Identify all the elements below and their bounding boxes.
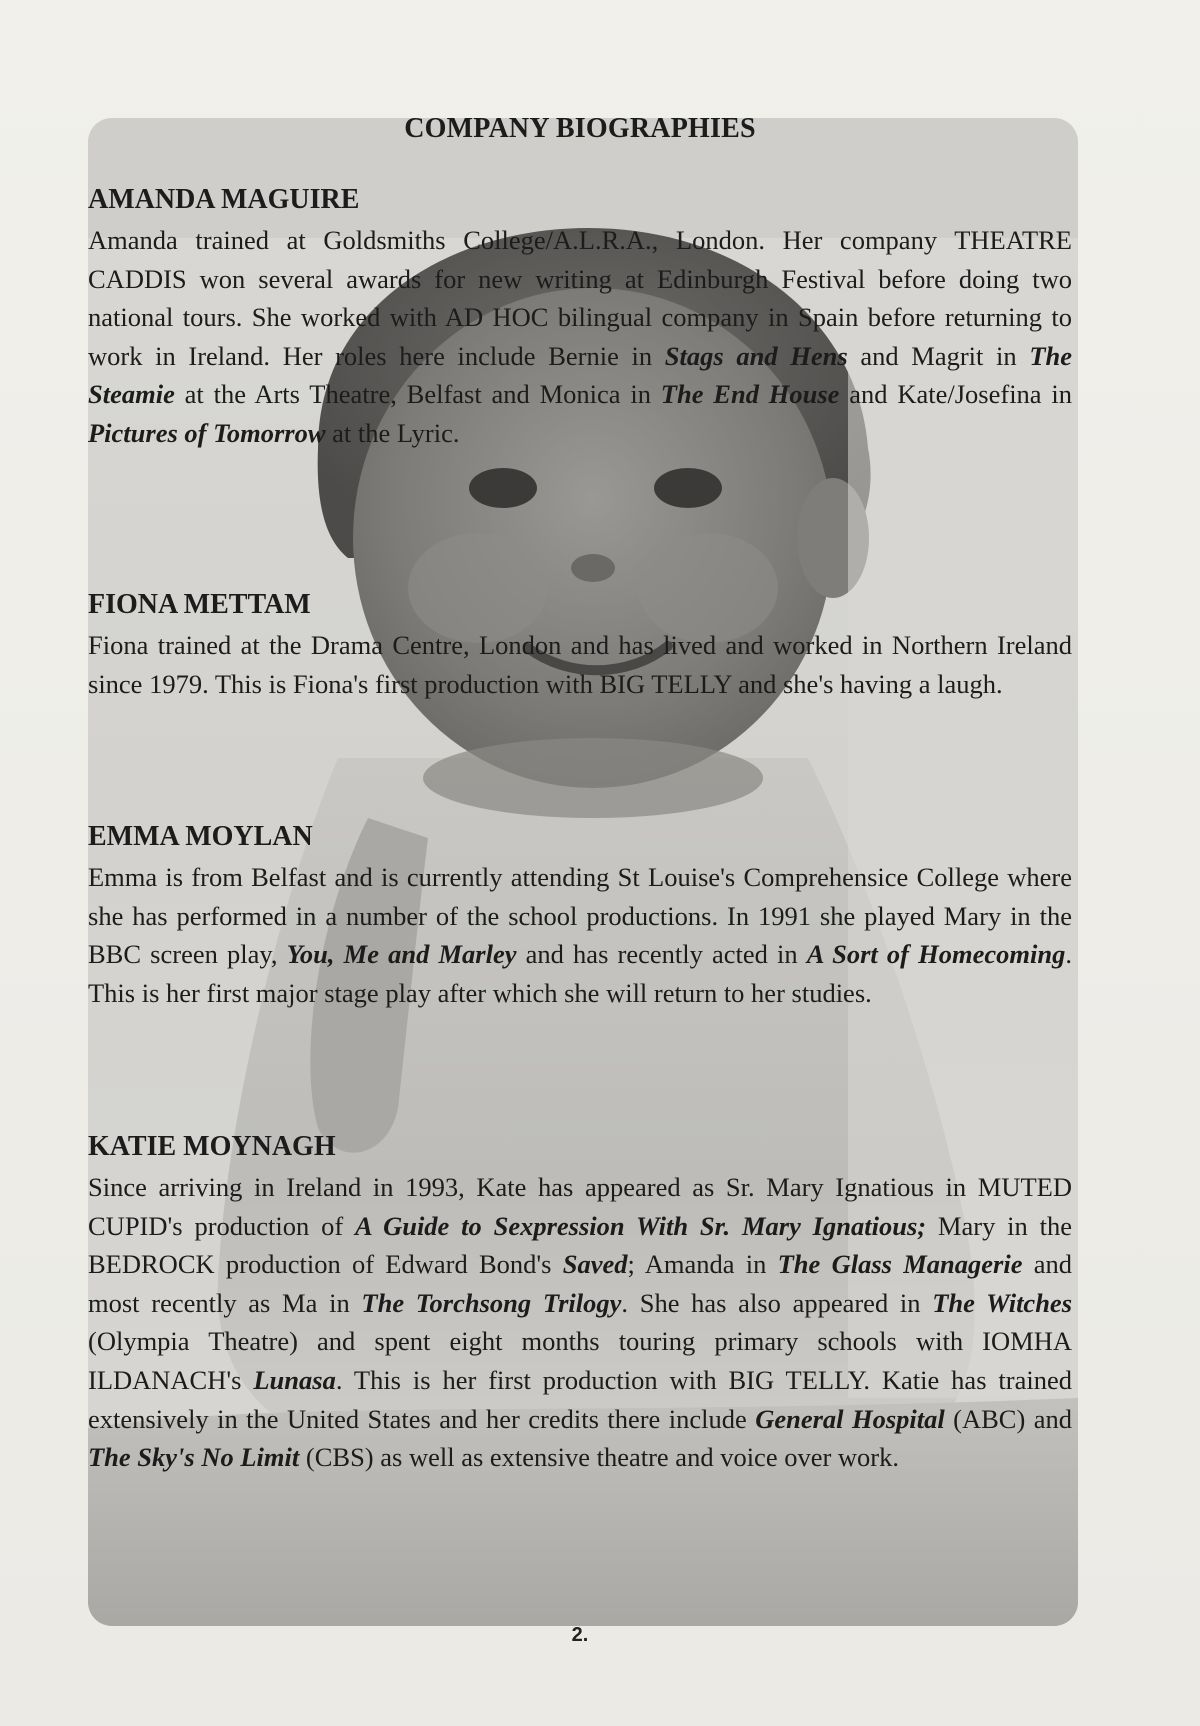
bio-text-run: . This is her first production with BIG TELLY. Katie has trained extensively in the United States and her credits there include <box>88 1364 1072 1434</box>
bio-text-run: Mary in the BEDROCK production of Edward Bond's <box>88 1210 1072 1280</box>
bio-text <box>88 858 1072 1012</box>
biographies-content <box>88 112 1073 1473</box>
bio-text-run: ; Amanda in <box>627 1249 778 1280</box>
bio-text <box>88 626 1072 703</box>
work-title: Pictures of Tomorrow <box>88 417 326 448</box>
work-title: General Hospital <box>755 1403 945 1434</box>
bio-text-run: and has recently acted in <box>516 939 807 970</box>
bio-text-run: and most recently as Ma in <box>88 1249 1072 1318</box>
bio-text-run: . She has also appeared in <box>621 1287 933 1318</box>
work-title: The Sky's No Limit <box>88 1442 300 1473</box>
bio-text <box>88 221 1072 453</box>
work-title: A Sort of Homecoming <box>806 939 1066 970</box>
bio-text-run: at the Lyric. <box>325 417 460 448</box>
bio-text-run: Amanda trained at Goldsmiths College/A.L.R.A., London. Her company THEATRE CADDIS won several awards for new writing at Edinburgh Festival before doing two national tours. She worked with AD HOC bilingual company in Spain before returning to work in Ireland. Her roles here include Bernie in <box>88 225 1072 371</box>
work-title: The Witches <box>932 1287 1073 1318</box>
work-title: Saved <box>562 1249 628 1280</box>
bio-name: AMANDA MAGUIRE <box>88 184 360 215</box>
work-title: Stags and Hens <box>664 340 848 371</box>
bio-text-run: (Olympia Theatre) and spent eight months touring primary schools with IOMHA ILDANACH's <box>88 1326 1072 1395</box>
bio-amanda-maguire <box>88 183 1072 453</box>
bio-text-run: (CBS) as well as extensive theatre and voice over work. <box>299 1442 900 1473</box>
work-title: The Glass Managerie <box>777 1249 1023 1280</box>
bio-text-run: . This is her first major stage play after which she will return to her studies. <box>88 939 1072 1008</box>
bio-katie-moynagh <box>88 1130 1072 1477</box>
bio-name: KATIE MOYNAGH <box>88 1131 336 1162</box>
work-title: The End House <box>660 379 840 410</box>
bio-text-run: Fiona trained at the Drama Centre, London and has lived and worked in Northern Ireland since 1979. This is Fiona's first production with BIG TELLY and she's having a laugh. <box>88 630 1072 699</box>
work-title: Lunasa <box>253 1364 336 1395</box>
bio-fiona-mettam <box>88 588 1072 703</box>
bio-name: FIONA METTAM <box>88 589 311 620</box>
bio-text <box>88 1168 1072 1477</box>
page-number: 2. <box>571 1624 589 1646</box>
bio-text-run: Since arriving in Ireland in 1993, Kate has appeared as Sr. Mary Ignatious in MUTED CUPID's production of <box>88 1172 1072 1241</box>
bio-text-run: Emma is from Belfast and is currently attending St Louise's Comprehensice College where she has performed in a number of the school productions. In 1991 she played Mary in the BBC screen play, <box>88 862 1072 970</box>
bio-text-run: at the Arts Theatre, Belfast and Monica in <box>174 379 661 410</box>
work-title: You, Me and Marley <box>286 939 517 970</box>
work-title: The Torchsong Trilogy <box>361 1287 622 1318</box>
bio-text-run: (ABC) and <box>944 1403 1072 1434</box>
bio-text-run: and Magrit in <box>847 340 1030 371</box>
bio-name: EMMA MOYLAN <box>88 821 313 852</box>
bio-text-run: and Kate/Josefina in <box>839 379 1072 410</box>
bio-emma-moylan <box>88 820 1072 1012</box>
work-title: A Guide to Sexpression With Sr. Mary Ignatious; <box>355 1210 927 1241</box>
work-title: The Steamie <box>88 340 1073 410</box>
page-title: COMPANY BIOGRAPHIES <box>404 113 756 144</box>
